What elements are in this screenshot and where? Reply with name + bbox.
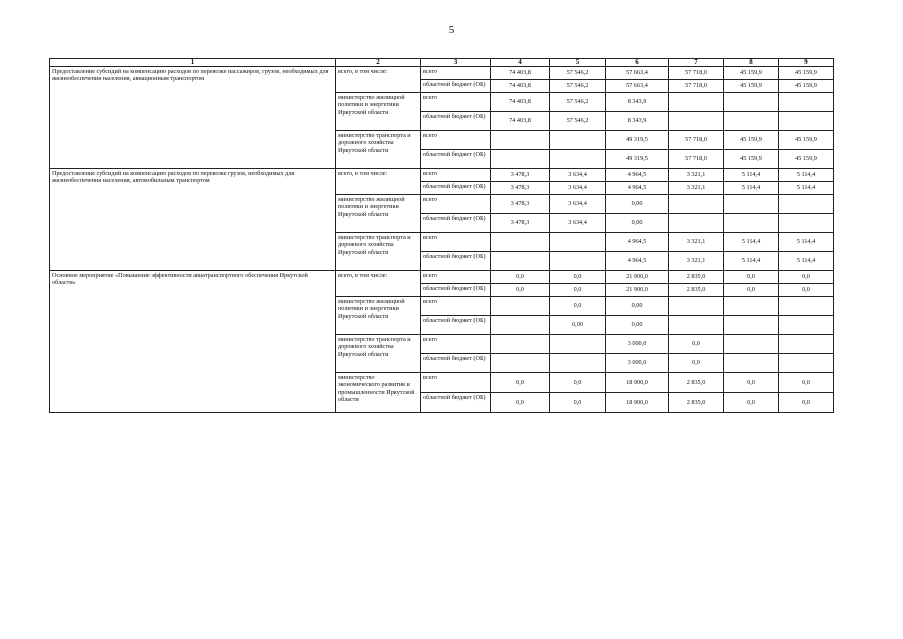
value-cell-col-4 — [491, 316, 550, 335]
value-cell-col-9: 45 159,9 — [779, 80, 834, 93]
value-cell-col-6: 57 663,4 — [606, 67, 669, 80]
funding-source-cell: всего — [421, 67, 491, 80]
value-cell-col-9: 5 114,4 — [779, 169, 834, 182]
column-header-9: 9 — [779, 59, 834, 67]
value-cell-col-5 — [550, 131, 606, 150]
funding-source-cell: всего — [421, 195, 491, 214]
value-cell-col-8: 0,0 — [724, 393, 779, 413]
value-cell-col-4: 3 478,3 — [491, 169, 550, 182]
value-cell-col-6: 0,00 — [606, 214, 669, 233]
value-cell-col-5 — [550, 335, 606, 354]
table-row — [50, 271, 834, 284]
funding-source-cell: областной бюджет (ОБ) — [421, 393, 491, 413]
value-cell-col-4: 0,0 — [491, 271, 550, 284]
executor-cell: министерство жилищной политики и энергетики Иркутской области — [336, 195, 421, 233]
value-cell-col-6: 4 964,5 — [606, 182, 669, 195]
funding-source-cell: всего — [421, 297, 491, 316]
value-cell-col-4: 3 478,3 — [491, 182, 550, 195]
value-cell-col-8: 0,0 — [724, 284, 779, 297]
funding-source-cell: областной бюджет (ОБ) — [421, 182, 491, 195]
value-cell-col-4 — [491, 233, 550, 252]
funding-source-cell: областной бюджет (ОБ) — [421, 316, 491, 335]
funding-source-cell: областной бюджет (ОБ) — [421, 150, 491, 169]
value-cell-col-9: 0,0 — [779, 373, 834, 393]
value-cell-col-6: 57 663,4 — [606, 80, 669, 93]
value-cell-col-5: 0,00 — [550, 316, 606, 335]
funding-source-cell: всего — [421, 335, 491, 354]
value-cell-col-6: 21 900,0 — [606, 284, 669, 297]
value-cell-col-8: 45 159,9 — [724, 131, 779, 150]
value-cell-col-9 — [779, 335, 834, 354]
value-cell-col-8 — [724, 297, 779, 316]
value-cell-col-5: 3 634,4 — [550, 169, 606, 182]
value-cell-col-7: 3 321,1 — [669, 182, 724, 195]
value-cell-col-5: 57 546,2 — [550, 93, 606, 112]
value-cell-col-6: 49 319,5 — [606, 150, 669, 169]
value-cell-col-8: 45 159,9 — [724, 150, 779, 169]
value-cell-col-4 — [491, 297, 550, 316]
value-cell-col-7: 2 835,0 — [669, 373, 724, 393]
value-cell-col-7: 0,0 — [669, 335, 724, 354]
funding-source-cell: всего — [421, 373, 491, 393]
value-cell-col-5: 0,0 — [550, 373, 606, 393]
value-cell-col-7: 2 835,0 — [669, 271, 724, 284]
value-cell-col-5: 0,0 — [550, 297, 606, 316]
value-cell-col-6: 4 964,5 — [606, 169, 669, 182]
value-cell-col-4 — [491, 150, 550, 169]
value-cell-col-4: 0,0 — [491, 284, 550, 297]
value-cell-col-9: 45 159,9 — [779, 67, 834, 80]
value-cell-col-9 — [779, 195, 834, 214]
value-cell-col-5: 57 546,2 — [550, 80, 606, 93]
value-cell-col-7: 3 321,1 — [669, 252, 724, 271]
executor-cell: всего, в том числе: — [336, 271, 421, 297]
value-cell-col-8: 5 114,4 — [724, 252, 779, 271]
value-cell-col-7: 57 718,0 — [669, 131, 724, 150]
value-cell-col-7 — [669, 214, 724, 233]
value-cell-col-8 — [724, 214, 779, 233]
executor-cell: министерство экономического развития и промышленности Иркутской области — [336, 373, 421, 413]
value-cell-col-7: 2 835,0 — [669, 284, 724, 297]
value-cell-col-5 — [550, 150, 606, 169]
value-cell-col-5: 57 546,2 — [550, 112, 606, 131]
value-cell-col-7: 57 718,0 — [669, 67, 724, 80]
funding-source-cell: областной бюджет (ОБ) — [421, 252, 491, 271]
value-cell-col-4: 3 478,3 — [491, 214, 550, 233]
funding-source-cell: всего — [421, 93, 491, 112]
value-cell-col-7 — [669, 93, 724, 112]
executor-cell: министерство транспорта и дорожного хозяйства Иркутской области — [336, 233, 421, 271]
value-cell-col-4: 74 403,8 — [491, 80, 550, 93]
value-cell-col-6: 8 343,9 — [606, 112, 669, 131]
value-cell-col-4: 3 478,3 — [491, 195, 550, 214]
value-cell-col-6: 0,00 — [606, 195, 669, 214]
table-row — [50, 169, 834, 182]
value-cell-col-9: 0,0 — [779, 271, 834, 284]
executor-cell: всего, в том числе: — [336, 67, 421, 93]
value-cell-col-5 — [550, 354, 606, 373]
value-cell-col-6: 49 319,5 — [606, 131, 669, 150]
value-cell-col-9: 5 114,4 — [779, 252, 834, 271]
column-header-8: 8 — [724, 59, 779, 67]
page-number: 5 — [448, 24, 455, 36]
funding-source-cell: областной бюджет (ОБ) — [421, 80, 491, 93]
value-cell-col-6: 18 900,0 — [606, 373, 669, 393]
value-cell-col-8 — [724, 112, 779, 131]
value-cell-col-8 — [724, 335, 779, 354]
funding-source-cell: областной бюджет (ОБ) — [421, 284, 491, 297]
value-cell-col-8: 45 159,9 — [724, 80, 779, 93]
value-cell-col-9 — [779, 297, 834, 316]
value-cell-col-9: 0,0 — [779, 393, 834, 413]
value-cell-col-7: 3 321,1 — [669, 233, 724, 252]
column-header-6: 6 — [606, 59, 669, 67]
value-cell-col-7: 2 835,0 — [669, 393, 724, 413]
value-cell-col-6: 0,00 — [606, 297, 669, 316]
value-cell-col-7: 0,0 — [669, 354, 724, 373]
value-cell-col-7: 57 718,0 — [669, 150, 724, 169]
activity-description: Предоставление субсидий на компенсацию расходов по перевозке грузов, необходимых для жизнеобеспечения населения, автомобильным транспортом — [50, 169, 336, 271]
column-header-3: 3 — [421, 59, 491, 67]
value-cell-col-8: 5 114,4 — [724, 233, 779, 252]
value-cell-col-4: 74 403,8 — [491, 93, 550, 112]
value-cell-col-6: 3 000,0 — [606, 335, 669, 354]
executor-cell: министерство транспорта и дорожного хозяйства Иркутской области — [336, 335, 421, 373]
value-cell-col-9 — [779, 214, 834, 233]
value-cell-col-9: 5 114,4 — [779, 182, 834, 195]
value-cell-col-9: 5 114,4 — [779, 233, 834, 252]
executor-cell: министерство транспорта и дорожного хозяйства Иркутской области — [336, 131, 421, 169]
value-cell-col-5 — [550, 252, 606, 271]
value-cell-col-6: 0,00 — [606, 316, 669, 335]
column-header-2: 2 — [336, 59, 421, 67]
funding-source-cell: всего — [421, 271, 491, 284]
executor-cell: министерство жилищной политики и энергетики Иркутской области — [336, 297, 421, 335]
funding-source-cell: областной бюджет (ОБ) — [421, 214, 491, 233]
value-cell-col-4: 0,0 — [491, 393, 550, 413]
value-cell-col-6: 21 900,0 — [606, 271, 669, 284]
funding-source-cell: областной бюджет (ОБ) — [421, 112, 491, 131]
value-cell-col-8: 0,0 — [724, 271, 779, 284]
value-cell-col-4: 0,0 — [491, 373, 550, 393]
value-cell-col-6: 18 900,0 — [606, 393, 669, 413]
value-cell-col-8 — [724, 354, 779, 373]
value-cell-col-4 — [491, 252, 550, 271]
executor-cell: министерство жилищной политики и энергетики Иркутской области — [336, 93, 421, 131]
column-header-7: 7 — [669, 59, 724, 67]
value-cell-col-9 — [779, 354, 834, 373]
value-cell-col-7 — [669, 316, 724, 335]
executor-cell: всего, в том числе: — [336, 169, 421, 195]
table-row — [50, 67, 834, 80]
value-cell-col-7 — [669, 297, 724, 316]
value-cell-col-4: 74 403,8 — [491, 112, 550, 131]
value-cell-col-5: 0,0 — [550, 271, 606, 284]
value-cell-col-4 — [491, 131, 550, 150]
value-cell-col-7 — [669, 112, 724, 131]
column-header-1: 1 — [50, 59, 336, 67]
value-cell-col-8: 0,0 — [724, 373, 779, 393]
value-cell-col-7: 3 321,1 — [669, 169, 724, 182]
value-cell-col-8: 5 114,4 — [724, 169, 779, 182]
value-cell-col-5: 0,0 — [550, 284, 606, 297]
funding-source-cell: всего — [421, 131, 491, 150]
value-cell-col-7 — [669, 195, 724, 214]
header-row — [50, 59, 834, 67]
value-cell-col-4: 74 403,8 — [491, 67, 550, 80]
value-cell-col-8 — [724, 195, 779, 214]
value-cell-col-5: 0,0 — [550, 393, 606, 413]
value-cell-col-6: 8 343,9 — [606, 93, 669, 112]
value-cell-col-8: 45 159,9 — [724, 67, 779, 80]
value-cell-col-8: 5 114,4 — [724, 182, 779, 195]
funding-source-cell: всего — [421, 169, 491, 182]
activity-description: Основное мероприятие «Повышение эффективности авиатранспортного обеспечения Иркутской области» — [50, 271, 336, 413]
value-cell-col-5 — [550, 233, 606, 252]
value-cell-col-9 — [779, 93, 834, 112]
column-header-4: 4 — [491, 59, 550, 67]
column-header-5: 5 — [550, 59, 606, 67]
value-cell-col-6: 4 964,5 — [606, 233, 669, 252]
value-cell-col-5: 3 634,4 — [550, 182, 606, 195]
value-cell-col-5: 3 634,4 — [550, 214, 606, 233]
value-cell-col-6: 4 964,5 — [606, 252, 669, 271]
value-cell-col-9: 45 159,9 — [779, 150, 834, 169]
value-cell-col-4 — [491, 335, 550, 354]
budget-table — [49, 58, 834, 413]
value-cell-col-5: 3 634,4 — [550, 195, 606, 214]
value-cell-col-9: 0,0 — [779, 284, 834, 297]
value-cell-col-4 — [491, 354, 550, 373]
value-cell-col-9 — [779, 316, 834, 335]
funding-source-cell: всего — [421, 233, 491, 252]
value-cell-col-9 — [779, 112, 834, 131]
activity-description: Предоставление субсидий на компенсацию расходов по перевозке пассажиров, грузов, необходимых для жизнеобеспечения населения, авиационным транспортом — [50, 67, 336, 169]
value-cell-col-6: 3 000,0 — [606, 354, 669, 373]
value-cell-col-8 — [724, 316, 779, 335]
value-cell-col-8 — [724, 93, 779, 112]
funding-source-cell: областной бюджет (ОБ) — [421, 354, 491, 373]
value-cell-col-7: 57 718,0 — [669, 80, 724, 93]
value-cell-col-5: 57 546,2 — [550, 67, 606, 80]
value-cell-col-9: 45 159,9 — [779, 131, 834, 150]
